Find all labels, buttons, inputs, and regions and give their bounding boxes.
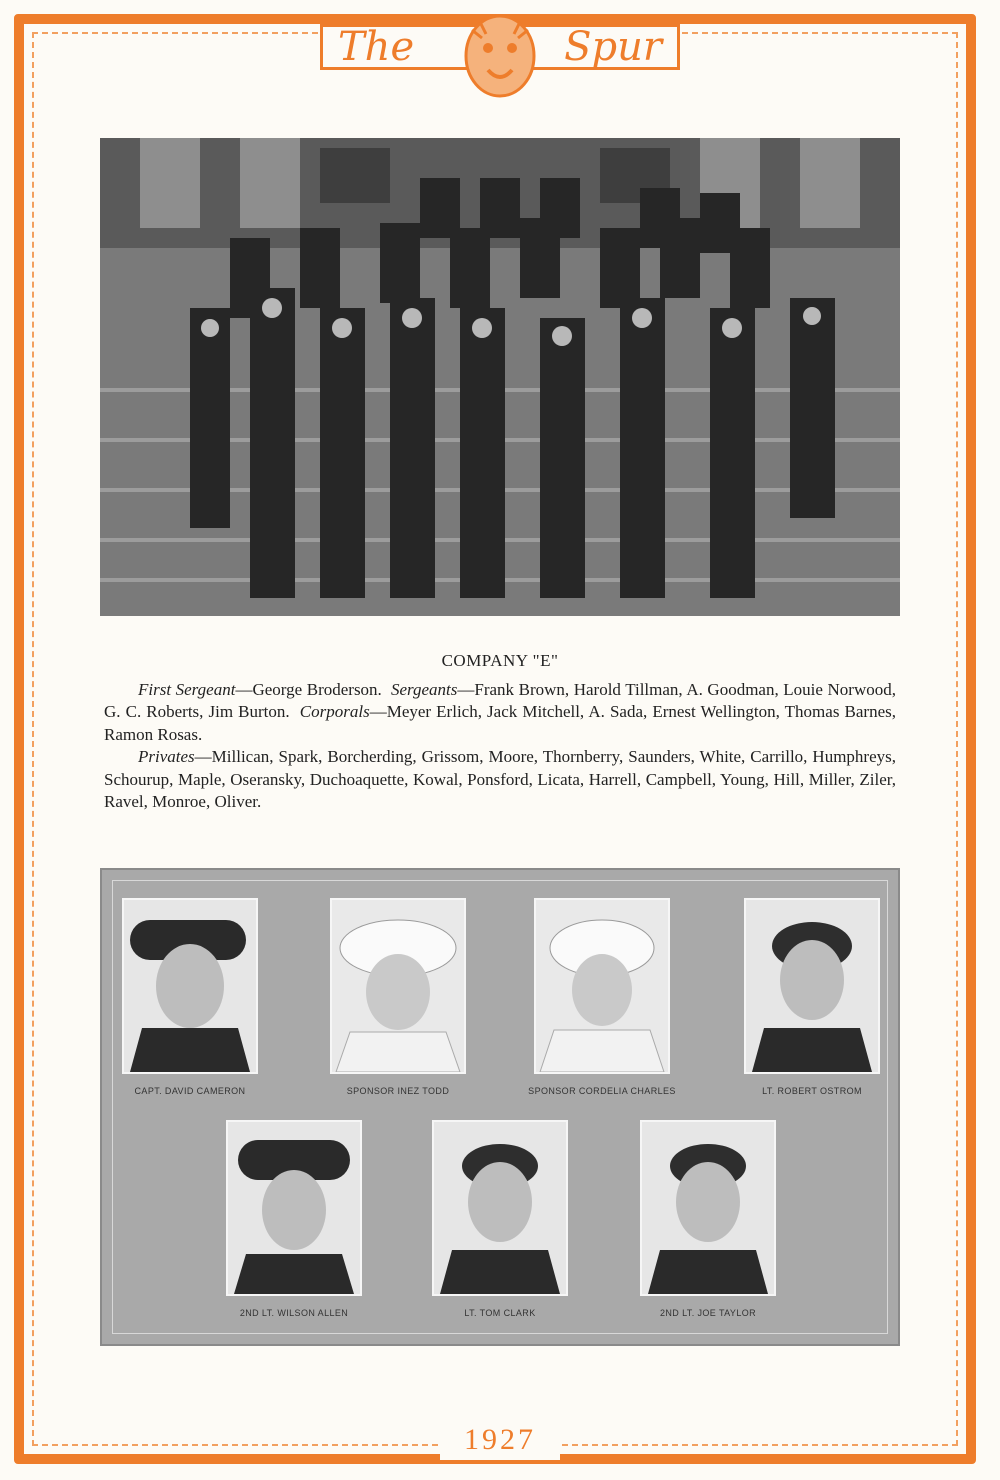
title-the: The [338,24,415,70]
sergeants-label: Sergeants [390,679,458,699]
portrait-photo [744,898,880,1074]
portrait-photo [640,1120,776,1296]
portrait-photo [432,1120,568,1296]
portrait-photo [122,898,258,1074]
corporals-label: Corporals [299,702,370,721]
title-spur: Spur [564,24,662,70]
sergeants-names: —Frank Brown, Harold Tillman, A. Goodman, Louie Norwood, G. C. Roberts, Jim Burton. [104,679,896,721]
portrait-label: LT. ROBERT OSTROM [762,1086,862,1096]
portrait-illustration [332,900,464,1072]
portrait-illustration [536,900,668,1072]
footer-year: 1927 [440,1420,560,1460]
portrait-illustration [746,900,878,1072]
privates-names: —Millican, Spark, Borcherding, Grissom, Moore, Thornberry, Saunders, White, Carrillo, Humphreys, Schourup, Maple, Oseransky, Duchoaquette, Kowal, Ponsford, Licata, Harrell, Campbell, Young, Hill, Miller, Ziler, Ravel, Monroe, Oliver. [104,747,896,811]
portrait-illustration [124,900,256,1072]
group-photo-illustration [100,138,900,616]
portrait-label: SPONSOR INEZ TODD [346,1086,450,1096]
portrait-label: SPONSOR CORDELIA CHARLES [528,1086,676,1096]
portrait-illustration [434,1122,566,1294]
company-heading: COMPANY "E" [441,651,559,670]
portrait-label: LT. TOM CLARK [464,1308,536,1318]
header [320,8,680,100]
portrait-photo [534,898,670,1074]
officers-portrait-panel [100,868,900,1346]
portrait-photo [330,898,466,1074]
portrait-label: 2ND LT. JOE TAYLOR [659,1308,757,1318]
corporals-names: —Meyer Erlich, Jack Mitchell, A. Sada, Ernest Wellington, Thomas Barnes, Ramon Rosas. [104,702,896,744]
privates-label: Privates [138,747,195,766]
privates-paragraph [104,746,896,814]
portrait-label: 2ND LT. WILSON ALLEN [239,1308,349,1318]
officers-paragraph [104,679,896,747]
first-sergeant-names: —George Broderson. [235,679,382,699]
tiger-head-icon [460,8,540,100]
portrait-photo [226,1120,362,1296]
first-sergeant-label: First Sergeant [138,679,236,699]
portrait-illustration [642,1122,774,1294]
portrait-illustration [228,1122,360,1294]
company-group-photo [100,138,900,616]
portrait-label: CAPT. DAVID CAMERON [134,1086,246,1096]
caption-block [104,650,896,814]
